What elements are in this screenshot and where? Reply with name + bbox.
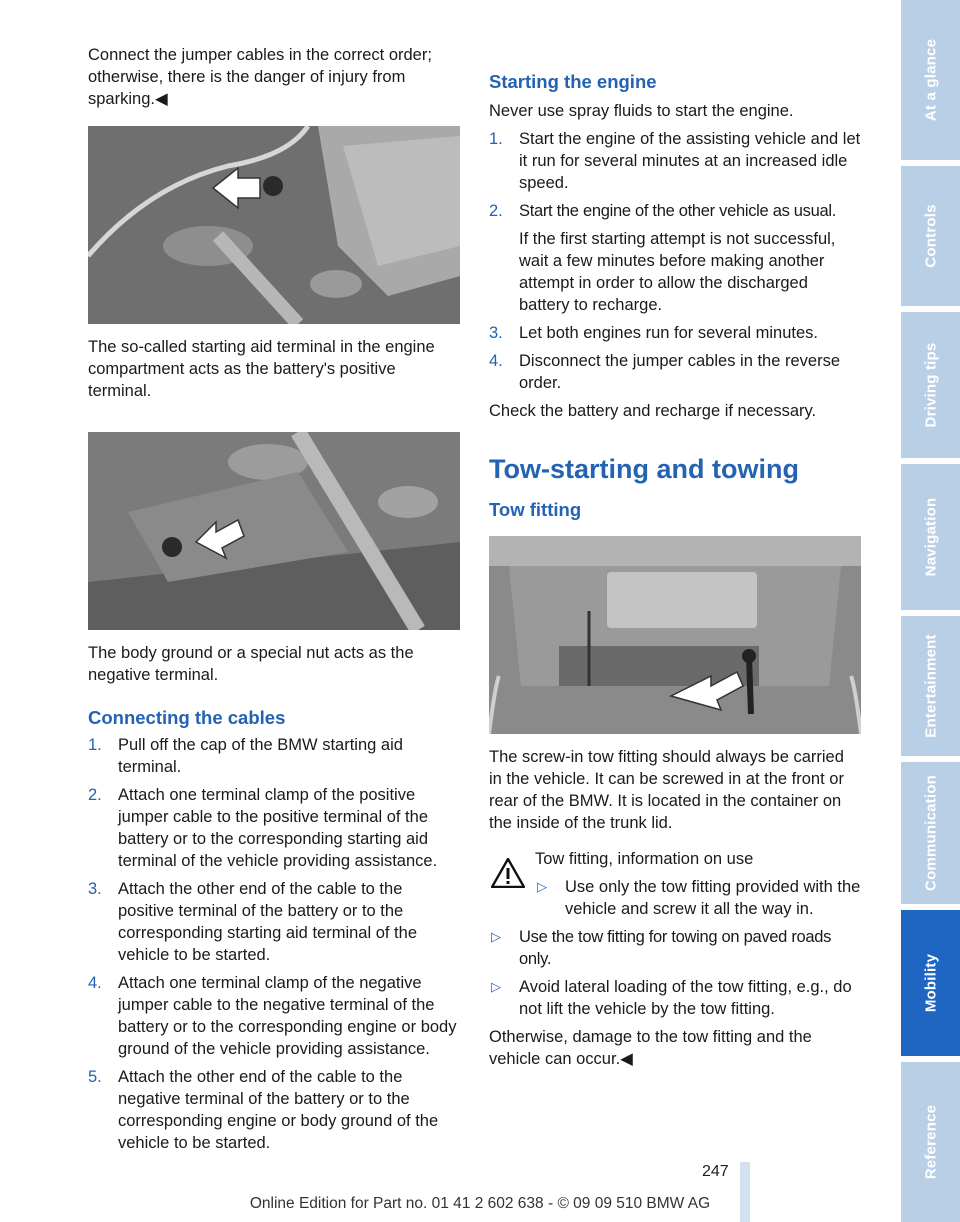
- tab-controls[interactable]: Controls: [901, 166, 960, 306]
- connecting-steps-list: [88, 734, 462, 1154]
- warning-triangle-icon: [491, 858, 525, 888]
- page-number-marker: [740, 1162, 750, 1222]
- right-column: [489, 44, 861, 1070]
- caption-positive-terminal: The so-called starting aid terminal in the engine compartment acts as the battery's positive terminal.: [88, 338, 435, 400]
- list-item: 2. Attach one terminal clamp of the positive jumper cable to the positive terminal of the battery or to the corresponding starting aid terminal of the vehicle providing assistance.: [88, 786, 438, 870]
- footer-text: Online Edition for Part no. 01 41 2 602 638 - © 09 09 510 BMW AG: [249, 1195, 711, 1212]
- tab-entertainment[interactable]: Entertainment: [901, 616, 960, 756]
- caption-negative-terminal: The body ground or a special nut acts as the negative terminal.: [88, 644, 414, 684]
- list-item: 4. Disconnect the jumper cables in the reverse order.: [489, 352, 840, 392]
- warning-title: Tow fitting, information on use: [535, 850, 754, 868]
- list-item: 3. Let both engines run for several minutes.: [489, 324, 819, 342]
- tab-reference[interactable]: Reference: [901, 1062, 960, 1222]
- list-item: 1. Start the engine of the assisting vehicle and let it run for several minutes at an increased idle speed.: [489, 130, 861, 192]
- starting-engine-heading: Starting the engine: [489, 71, 657, 92]
- list-item: 1. Pull off the cap of the BMW starting aid terminal.: [88, 736, 403, 776]
- list-item: ▷ Use the tow fitting for towing on paved roads only.: [491, 928, 832, 968]
- list-item: 4. Attach one terminal clamp of the negative jumper cable to the negative terminal of the battery or to the corresponding engine or body ground of the vehicle providing assistance.: [88, 974, 457, 1058]
- warning-block: [489, 848, 861, 920]
- list-item: 5. Attach the other end of the cable to the negative terminal of the battery or to the corresponding engine or body ground of the vehicle to be started.: [88, 1068, 439, 1152]
- trunk-lid-photo: [489, 536, 861, 734]
- list-item: 2. Start the engine of the other vehicle as usual. If the first starting attempt is not successful, wait a few minutes before making another attempt in order to allow the discharged battery to recharge.: [489, 202, 837, 314]
- bullet-triangle-icon: ▷: [491, 979, 501, 994]
- page-number: 247: [702, 1163, 729, 1180]
- list-item: ▷ Use only the tow fitting provided with the vehicle and screw it all the way in.: [537, 878, 861, 918]
- tab-communication[interactable]: Communication: [901, 762, 960, 904]
- bullet-triangle-icon: ▷: [491, 929, 501, 944]
- tab-at-a-glance[interactable]: At a glance: [901, 0, 960, 160]
- list-item: 3. Attach the other end of the cable to the positive terminal of the battery or to the corresponding starting aid terminal of the vehicle to be started.: [88, 880, 417, 964]
- intro-paragraph: Connect the jumper cables in the correct order; otherwise, there is the danger of injury from sparking.◀: [88, 46, 432, 108]
- engine-photo-negative-terminal: [88, 432, 460, 630]
- tab-navigation[interactable]: Navigation: [901, 464, 960, 610]
- tab-mobility[interactable]: Mobility: [901, 910, 960, 1056]
- list-item: ▷ Avoid lateral loading of the tow fitting, e.g., do not lift the vehicle by the tow fitting.: [491, 978, 852, 1018]
- left-column: [88, 44, 462, 1154]
- check-battery-text: Check the battery and recharge if necessary.: [489, 402, 817, 420]
- tow-fitting-caption: The screw-in tow fitting should always be carried in the vehicle. It can be screwed in at the front or rear of the BMW. It is located in the container on the inside of the trunk lid.: [489, 748, 844, 832]
- starting-steps-list: [489, 128, 861, 394]
- tow-starting-heading: Tow-starting and towing: [489, 454, 799, 484]
- warning-end-text: Otherwise, damage to the tow fitting and the vehicle can occur.◀: [489, 1028, 812, 1068]
- section-sidebar: [901, 0, 960, 1222]
- tow-fitting-heading: Tow fitting: [489, 499, 582, 520]
- bullet-triangle-icon: ▷: [537, 879, 547, 894]
- engine-photo-positive-terminal: [88, 126, 460, 324]
- starting-intro: Never use spray fluids to start the engine.: [489, 102, 794, 120]
- tab-driving-tips[interactable]: Driving tips: [901, 312, 960, 458]
- connecting-cables-heading: Connecting the cables: [88, 707, 286, 728]
